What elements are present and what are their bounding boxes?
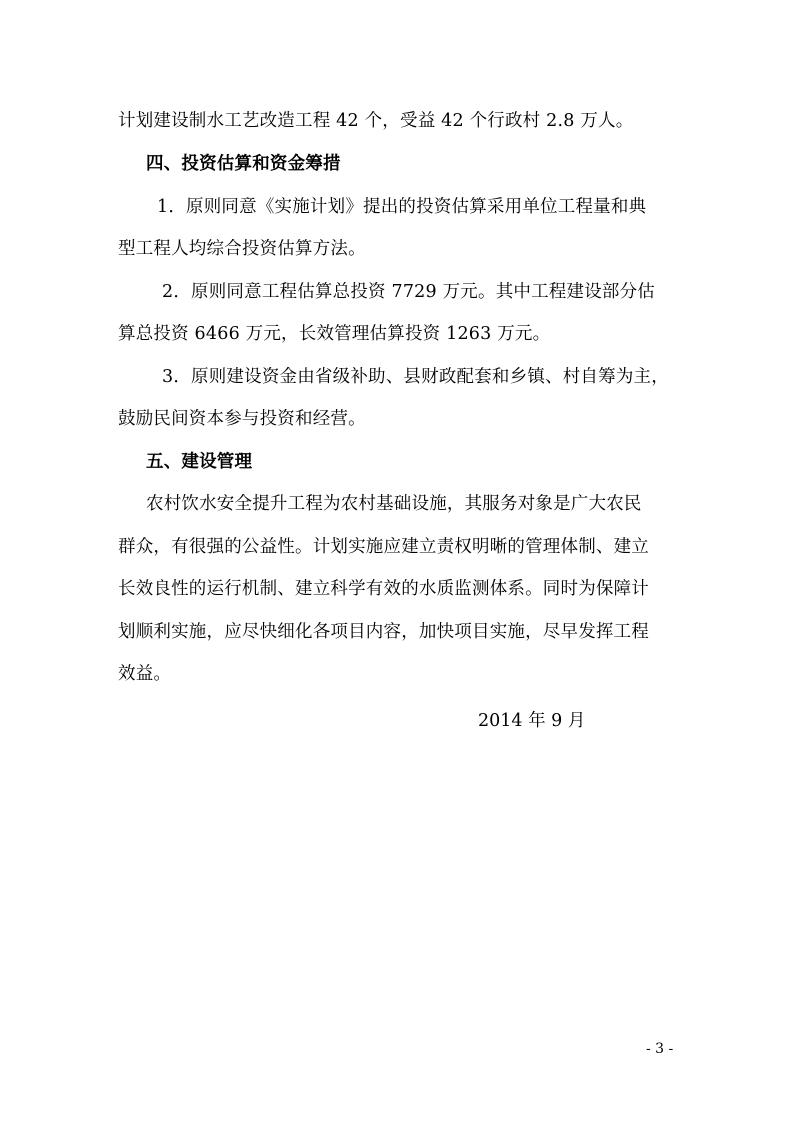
paragraph-line: 2．原则同意工程估算总投资 7729 万元。其中工程建设部分估 — [162, 282, 655, 302]
paragraph-line: 算总投资 6466 万元，长效管理估算投资 1263 万元。 — [118, 324, 551, 344]
paragraph-line: 1．原则同意《实施计划》提出的投资估算采用单位工程量和典 — [157, 197, 647, 217]
page-number: - 3 - — [646, 1041, 674, 1057]
paragraph-line: 鼓励民间资本参与投资和经营。 — [118, 409, 366, 429]
paragraph-line: 划顺利实施，应尽快细化各项目内容，加快项目实施，尽早发挥工程 — [118, 622, 649, 642]
paragraph-line: 效益。 — [118, 664, 172, 684]
paragraph-line: 农村饮水安全提升工程为农村基础设施，其服务对象是广大农民 — [146, 494, 642, 514]
paragraph-line: 群众，有很强的公益性。计划实施应建立责权明晰的管理体制、建立 — [118, 537, 649, 557]
paragraph-line: 计划建设制水工艺改造工程 42 个，受益 42 个行政村 2.8 万人。 — [118, 111, 634, 131]
document-date: 2014 年 9 月 — [478, 711, 586, 731]
paragraph-line: 3．原则建设资金由省级补助、县财政配套和乡镇、村自筹为主， — [162, 367, 669, 387]
paragraph-line: 型工程人均综合投资估算方法。 — [118, 239, 366, 259]
section-heading-investment: 四、投资估算和资金筹措 — [146, 154, 341, 174]
paragraph-line: 长效良性的运行机制、建立科学有效的水质监测体系。同时为保障计 — [118, 579, 649, 599]
section-heading-management: 五、建设管理 — [146, 452, 253, 472]
